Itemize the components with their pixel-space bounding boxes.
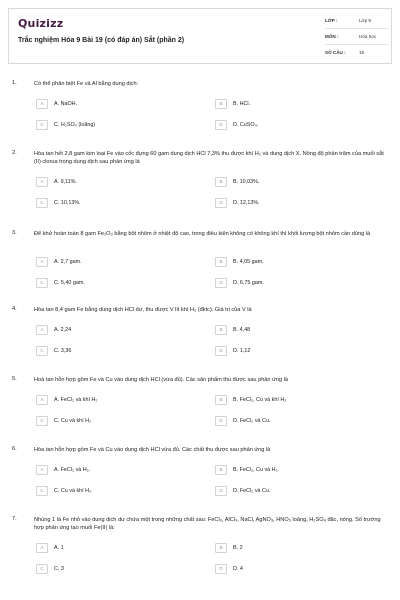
quiz-meta xyxy=(325,13,389,60)
option-text[interactable]: D. FeCl₂ và Cu. xyxy=(233,488,271,494)
meta-label: LỚP : xyxy=(325,18,338,23)
question-number: 3. xyxy=(12,230,17,236)
option-letter-box[interactable]: B xyxy=(215,257,227,267)
option-text[interactable]: D. 4 xyxy=(233,566,243,572)
question-text: Hòa tan 8,4 gam Fe bằng dung dịch HCl dư, thu được V lít khí H₂ (đktc). Giá trị của V là xyxy=(34,307,252,313)
option-text[interactable]: B. FeCl₂, Cu và khí H₂ xyxy=(233,397,287,403)
quiz-header xyxy=(8,8,392,64)
option-letter-box[interactable]: B xyxy=(215,177,227,187)
meta-row-class xyxy=(325,13,389,29)
option-text[interactable]: A. NaOH. xyxy=(54,101,78,107)
question-text: Để khử hoàn toàn 8 gam Fe₂O₃ bằng bột nhôm ở nhiệt độ cao, trong điều kiện không có không khí thì khối lượng bột nhôm cần dùng là xyxy=(34,231,371,237)
question-number: 6. xyxy=(12,446,17,452)
option-text[interactable]: B. 4,05 gam. xyxy=(233,259,264,265)
option-text[interactable]: A. 2,7 gam. xyxy=(54,259,82,265)
option-text[interactable]: A. 2,24 xyxy=(54,327,72,333)
option-text[interactable]: C. 5,40 gam. xyxy=(54,280,85,286)
option-text[interactable]: A. 1 xyxy=(54,545,64,551)
quizizz-logo: Quizizz xyxy=(18,17,64,30)
question-text: Nhúng 1 lá Fe nhỏ vào dung dịch dư chứa một trong những chất sau: FeCl₃, AlCl₃, NaCl, AgNO₃, HNO₃ loãng, H₂SO₄ đặc, nóng. Số trường hợp phản ứng tạo muối Fe(II) là: xyxy=(34,517,381,531)
option-text[interactable]: C. 3 xyxy=(54,566,64,572)
option-text[interactable]: B. HCl. xyxy=(233,101,251,107)
option-letter-box[interactable]: C xyxy=(36,486,48,496)
meta-value: Hóa học xyxy=(359,34,377,39)
option-letter-box[interactable]: D xyxy=(215,346,227,356)
option-text[interactable]: A. FeCl₂ và H₂. xyxy=(54,467,91,473)
question-text: Hòa tan hết 2,8 gam kim loại Fe vào cốc đựng 60 gam dung dịch HCl 7,3% thu được khí H₂ và dung dịch X. Nồng độ phần trăm của muối sắt (II) clorua trong dung dịch sau phản ứng là xyxy=(34,151,384,165)
quiz-title: Trắc nghiệm Hóa 9 Bài 19 (có đáp án) Sắt (phần 2) xyxy=(18,37,185,44)
option-text[interactable]: D. 12,13%. xyxy=(233,200,260,206)
option-text[interactable]: C. 3,36 xyxy=(54,348,72,354)
option-text[interactable]: A. FeCl₂ và khí H₂ xyxy=(54,397,98,403)
option-letter-box[interactable]: D xyxy=(215,278,227,288)
option-text[interactable]: D. CuSO₄. xyxy=(233,122,259,128)
option-letter-box[interactable]: A xyxy=(36,99,48,109)
option-text[interactable]: D. 1,12 xyxy=(233,348,251,354)
question-number: 5. xyxy=(12,376,17,382)
meta-label: MÔN : xyxy=(325,34,339,39)
option-letter-box[interactable]: A xyxy=(36,543,48,553)
option-letter-box[interactable]: D xyxy=(215,416,227,426)
meta-value: Lớp 9 xyxy=(359,18,371,23)
option-letter-box[interactable]: B xyxy=(215,325,227,335)
option-text[interactable]: B. 2 xyxy=(233,545,243,551)
question-text: Hòa tan hỗn hợp gồm Fe và Cu vào dung dịch HCl vừa đủ. Các chất thu được sau phản ứng là xyxy=(34,447,271,453)
option-letter-box[interactable]: C xyxy=(36,278,48,288)
option-text[interactable]: C. 10,13%. xyxy=(54,200,81,206)
question-text: Có thể phân biệt Fe và Al bằng dung dịch: xyxy=(34,81,139,87)
option-letter-box[interactable]: B xyxy=(215,395,227,405)
option-text[interactable]: A. 9,11%. xyxy=(54,179,77,185)
option-letter-box[interactable]: D xyxy=(215,120,227,130)
option-letter-box[interactable]: D xyxy=(215,564,227,574)
option-letter-box[interactable]: A xyxy=(36,177,48,187)
question-number: 1. xyxy=(12,80,17,86)
option-text[interactable]: C. Cu và khí H₂ xyxy=(54,418,92,424)
option-letter-box[interactable]: A xyxy=(36,465,48,475)
option-text[interactable]: C. Cu và khí H₂. xyxy=(54,488,93,494)
option-letter-box[interactable]: B xyxy=(215,543,227,553)
option-letter-box[interactable]: C xyxy=(36,120,48,130)
option-letter-box[interactable]: A xyxy=(36,325,48,335)
meta-row-count xyxy=(325,45,389,60)
meta-row-subject xyxy=(325,29,389,45)
meta-label: SỐ CÂU : xyxy=(325,50,346,55)
option-text[interactable]: D. 6,75 gam. xyxy=(233,280,264,286)
option-letter-box[interactable]: C xyxy=(36,198,48,208)
option-text[interactable]: D. FeCl₂ và Cu. xyxy=(233,418,271,424)
option-letter-box[interactable]: C xyxy=(36,416,48,426)
question-number: 7. xyxy=(12,516,17,522)
option-letter-box[interactable]: A xyxy=(36,395,48,405)
option-text[interactable]: B. 10,03%. xyxy=(233,179,260,185)
option-letter-box[interactable]: D xyxy=(215,198,227,208)
question-number: 2. xyxy=(12,150,17,156)
option-text[interactable]: B. FeCl₂, Cu và H₂. xyxy=(233,467,280,473)
question-text: Hoà tan hỗn hợp gồm Fe và Cu vào dung dịch HCl (vừa đủ). Các sản phẩm thu được sau phản ứng là xyxy=(34,377,288,383)
option-letter-box[interactable]: B xyxy=(215,465,227,475)
option-text[interactable]: C. H₂SO₄ (loãng) xyxy=(54,122,96,128)
meta-value: 16 xyxy=(359,50,365,55)
option-text[interactable]: B. 4,48 xyxy=(233,327,251,333)
option-letter-box[interactable]: B xyxy=(215,99,227,109)
question-number: 4. xyxy=(12,306,17,312)
option-letter-box[interactable]: C xyxy=(36,564,48,574)
option-letter-box[interactable]: D xyxy=(215,486,227,496)
option-letter-box[interactable]: C xyxy=(36,346,48,356)
option-letter-box[interactable]: A xyxy=(36,257,48,267)
